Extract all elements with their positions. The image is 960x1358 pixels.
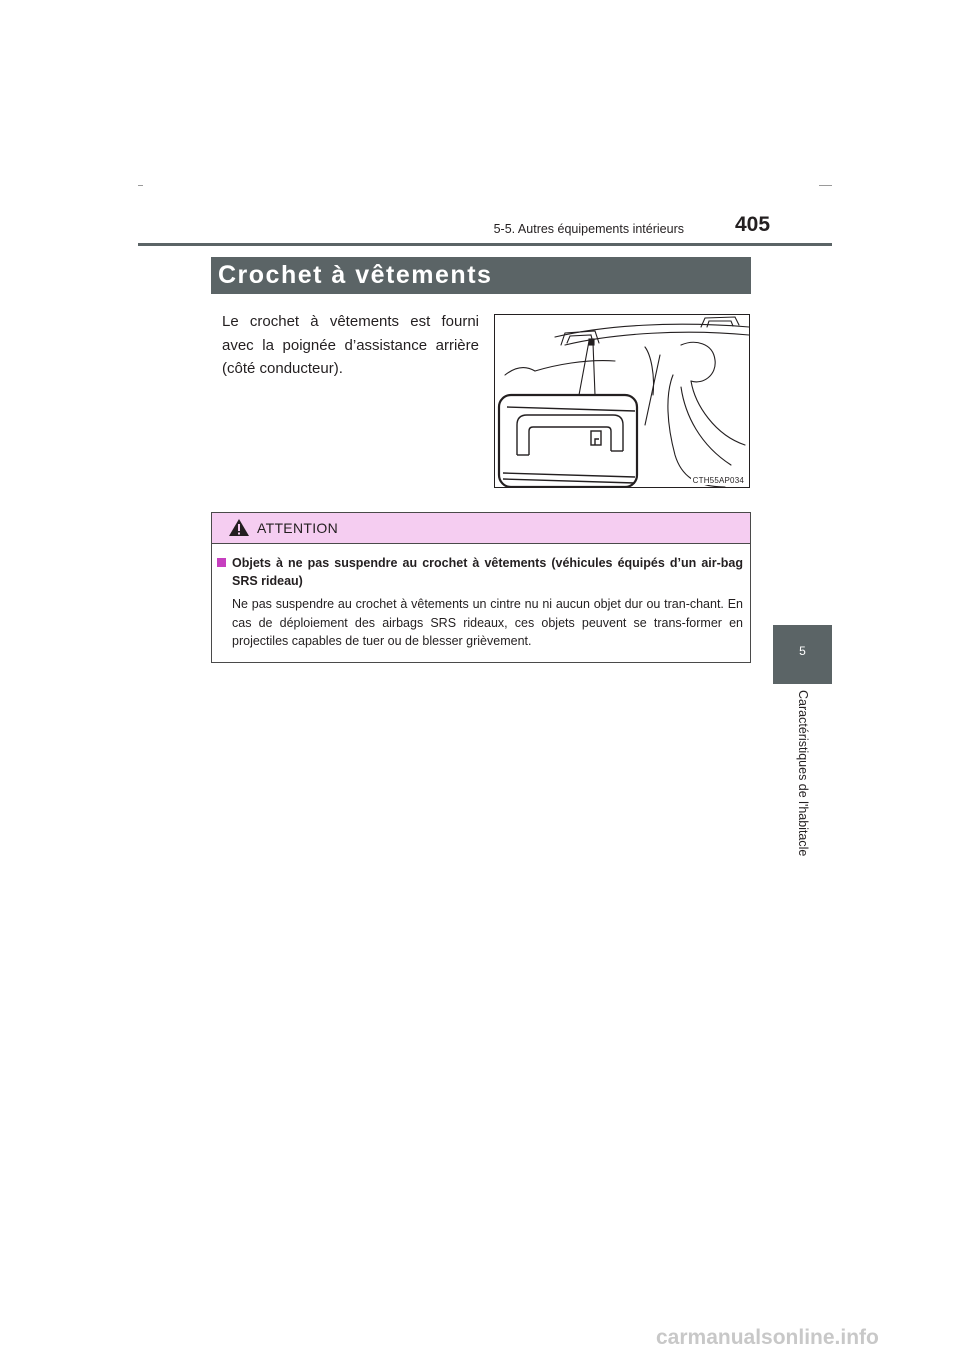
illustration-drawing — [495, 315, 750, 488]
section-title-bar — [211, 257, 751, 294]
intro-paragraph: Le crochet à vêtements est fourni avec la poignée d’assistance arrière (côté conducteur). — [222, 313, 479, 377]
clothes-hook-illustration — [494, 314, 750, 488]
figure-code: CTH55AP034 — [692, 476, 744, 485]
page-number: 405 — [735, 213, 771, 236]
bullet-square-icon — [217, 558, 226, 567]
warning-item-body: Ne pas suspendre au crochet à vêtements un cintre nu ni aucun objet dur ou tran-chant. En cas de déploiement des airbags SRS rideaux, ces objets peuvent se trans-former en projectiles capables de tuer ou de blesser grièvement. — [232, 597, 743, 648]
watermark: carmanualsonline.info — [656, 1326, 879, 1349]
crop-mark — [819, 185, 832, 186]
section-label: 5-5. Autres équipements intérieurs — [493, 222, 684, 236]
section-title: Crochet à vêtements — [218, 261, 493, 289]
warning-box — [211, 512, 751, 663]
crop-mark — [138, 185, 143, 186]
header-rule — [138, 243, 832, 246]
chapter-title: Caractéristiques de l'habitacle — [796, 690, 810, 857]
chapter-tab — [773, 625, 832, 684]
warning-item-title: Objets à ne pas suspendre au crochet à vêtements (véhicules équipés d’un air-bag SRS rideau) — [232, 556, 743, 588]
chapter-number: 5 — [799, 644, 806, 658]
warning-header — [212, 513, 750, 544]
warning-label: ATTENTION — [257, 520, 338, 536]
warning-triangle-icon — [228, 518, 250, 542]
